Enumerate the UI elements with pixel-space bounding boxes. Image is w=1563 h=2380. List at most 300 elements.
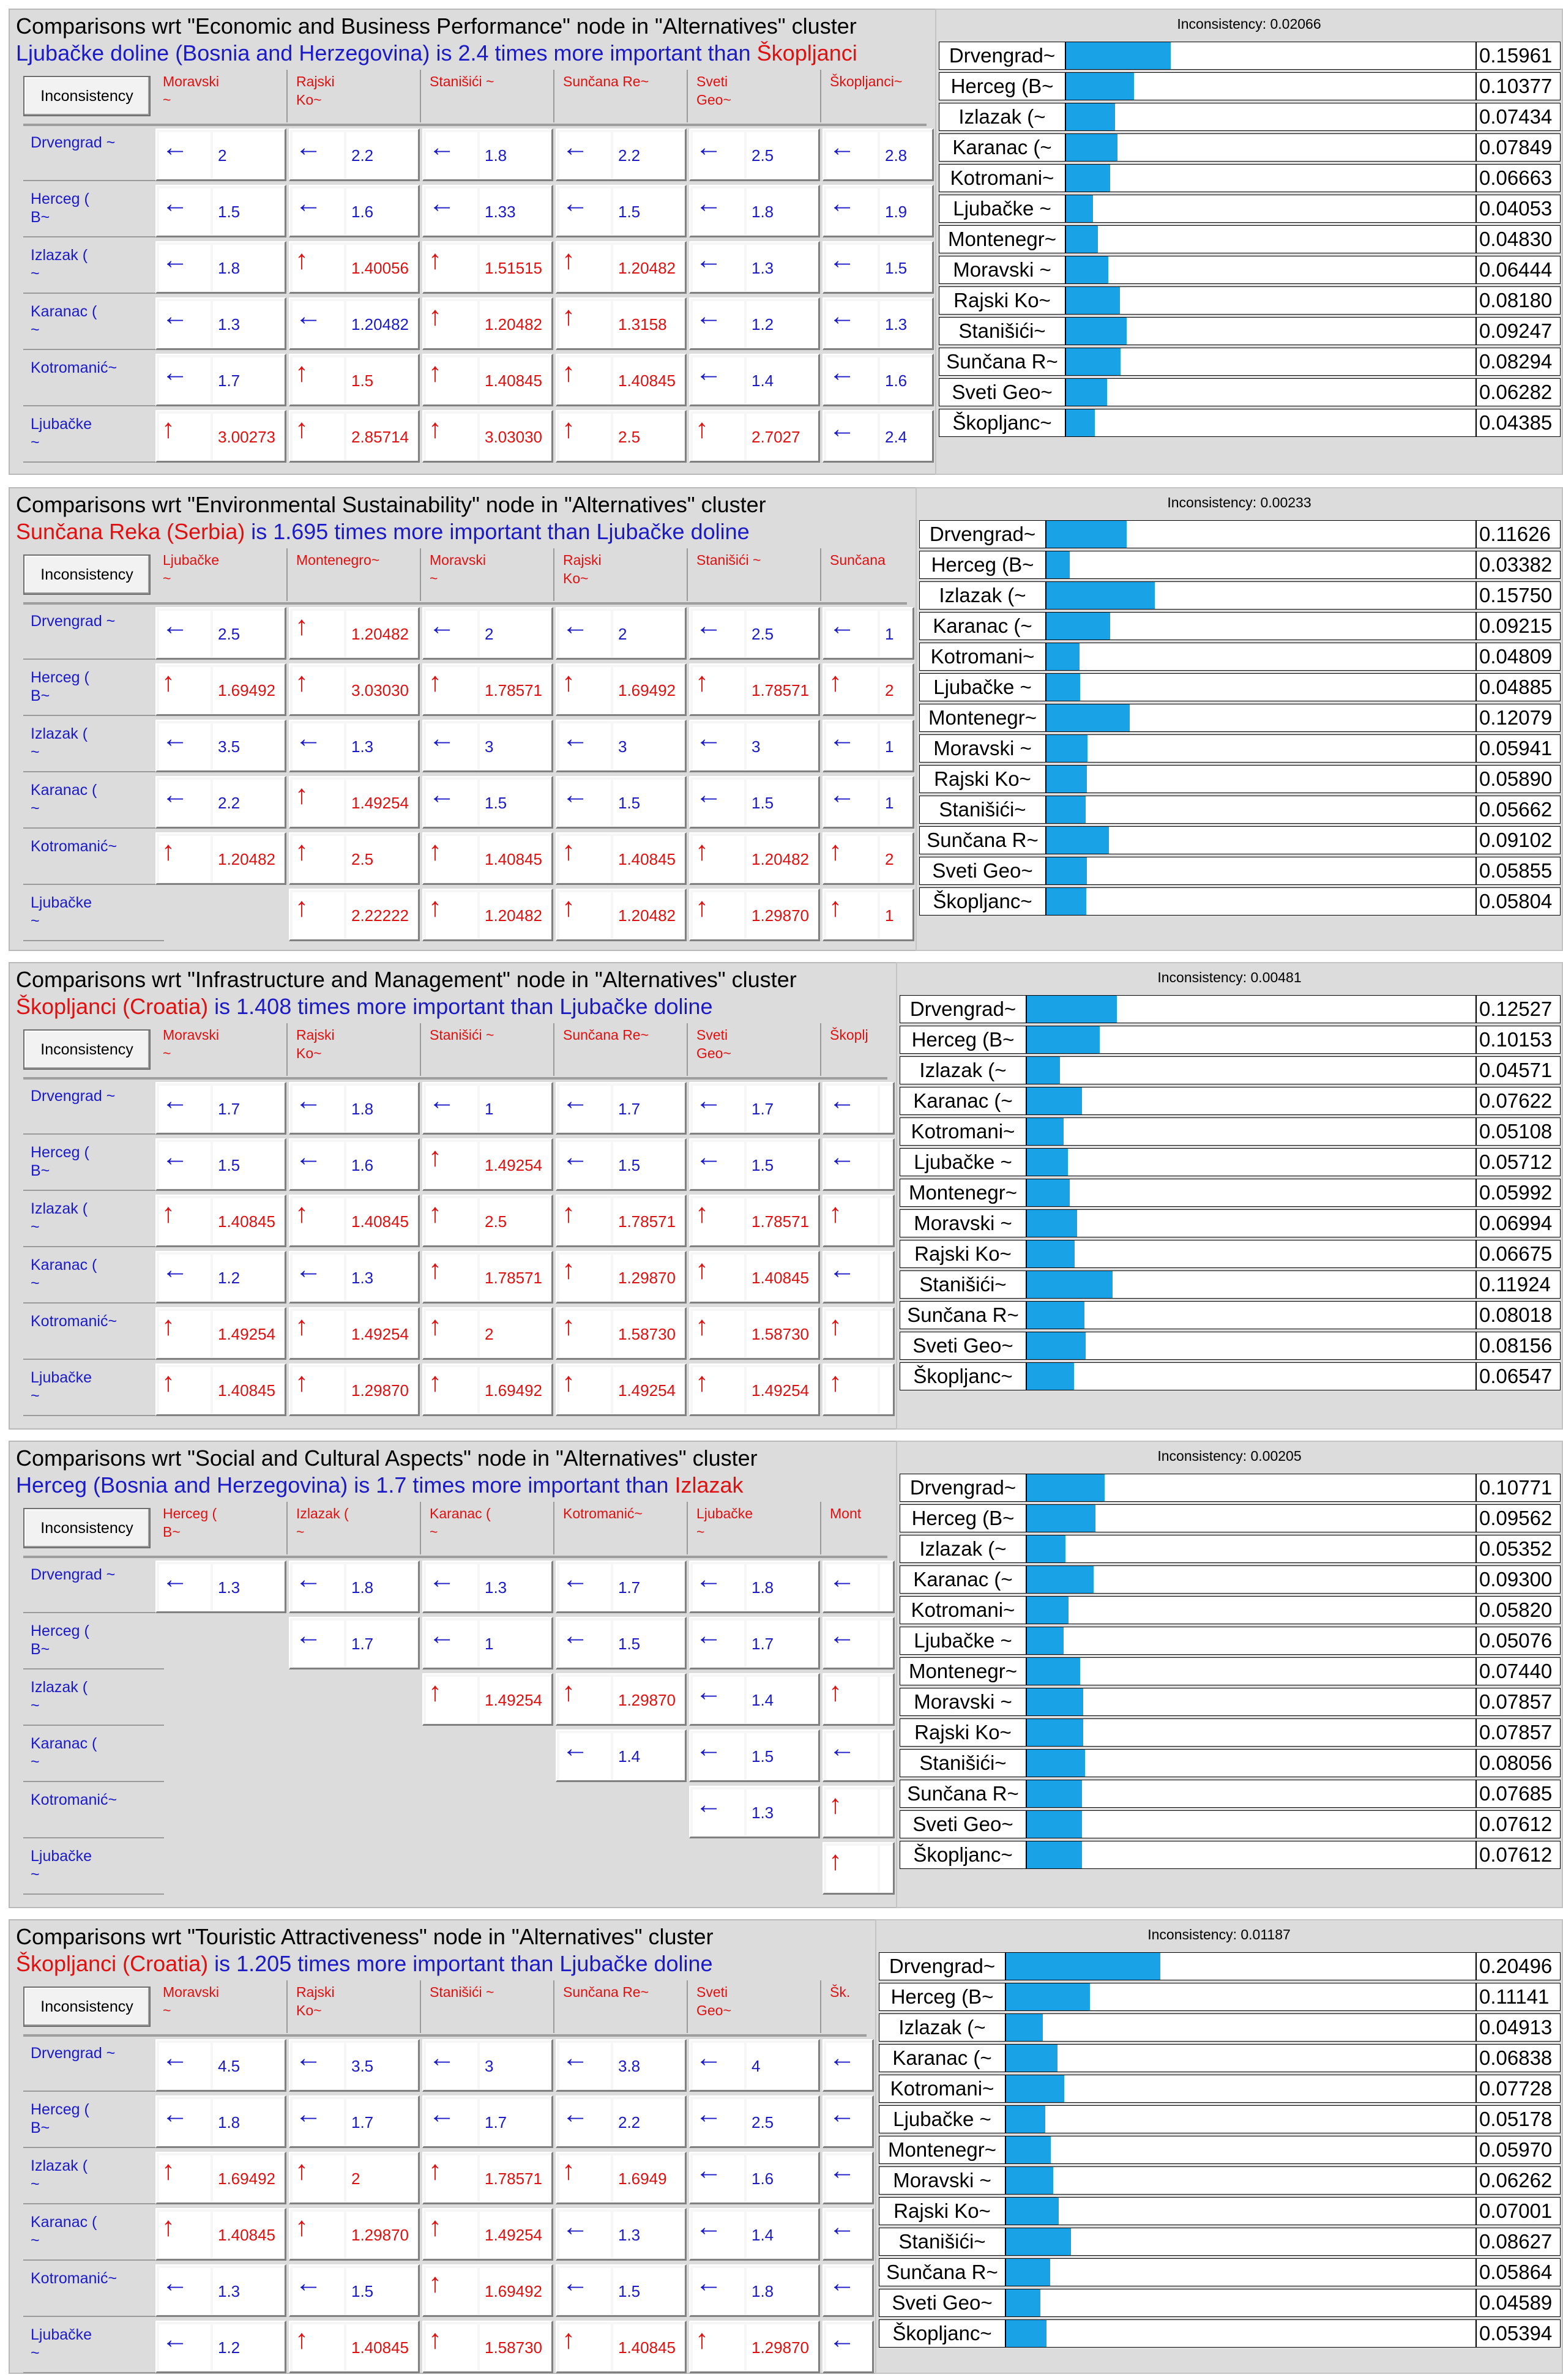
comparison-cell[interactable] <box>155 776 286 829</box>
comparison-value[interactable]: 1.29870 <box>613 1255 684 1301</box>
arrow-left-icon[interactable]: ← <box>159 611 211 657</box>
row-header[interactable]: Kotromanić~ <box>23 2264 164 2317</box>
comparison-cell[interactable] <box>289 354 420 406</box>
comparison-value[interactable]: 1.40845 <box>346 2324 417 2371</box>
row-header[interactable]: Ljubačke ~ <box>23 1842 164 1895</box>
comparison-value[interactable]: 1 <box>480 1621 551 1667</box>
comparison-cell[interactable] <box>689 1251 820 1304</box>
comparison-value[interactable]: 3 <box>480 2043 551 2089</box>
row-header[interactable]: Izlazak ( ~ <box>23 2152 164 2204</box>
comparison-value[interactable]: 1.29870 <box>346 1367 417 1414</box>
comparison-value[interactable]: 1.6 <box>346 188 417 235</box>
arrow-up-icon[interactable]: ↑ <box>426 1311 477 1357</box>
arrow-left-icon[interactable]: ← <box>826 2155 874 2202</box>
inconsistency-button[interactable]: Inconsistency <box>23 76 151 116</box>
column-header[interactable]: Montenegro~ <box>289 548 421 601</box>
column-header[interactable]: Sveti Geo~ <box>689 70 821 122</box>
row-header[interactable]: Karanac ( ~ <box>23 776 164 829</box>
column-header[interactable]: Moravski ~ <box>155 1023 288 1076</box>
comparison-value[interactable] <box>880 1789 895 1836</box>
comparison-cell[interactable] <box>155 2095 286 2148</box>
inconsistency-button[interactable]: Inconsistency <box>23 1029 151 1070</box>
arrow-up-icon[interactable]: ↑ <box>826 1677 878 1723</box>
comparison-cell[interactable] <box>689 776 820 829</box>
comparison-cell[interactable] <box>422 2264 553 2317</box>
comparison-value[interactable]: 1.5 <box>613 188 684 235</box>
arrow-left-icon[interactable]: ← <box>426 2043 477 2089</box>
comparison-cell[interactable] <box>689 607 820 660</box>
arrow-left-icon[interactable]: ← <box>159 357 211 404</box>
arrow-left-icon[interactable]: ← <box>826 301 878 348</box>
comparison-value[interactable]: 2.5 <box>613 414 684 460</box>
comparison-value[interactable]: 1.58730 <box>480 2324 551 2371</box>
arrow-up-icon[interactable]: ↑ <box>293 245 344 291</box>
arrow-left-icon[interactable]: ← <box>826 1142 878 1188</box>
arrow-left-icon[interactable]: ← <box>559 723 611 770</box>
comparison-cell[interactable] <box>422 2152 553 2204</box>
comparison-cell[interactable] <box>289 1195 420 1247</box>
comparison-value[interactable]: 1.40845 <box>346 1198 417 1245</box>
arrow-left-icon[interactable]: ← <box>693 780 744 826</box>
comparison-value[interactable]: 1.8 <box>213 245 284 291</box>
comparison-cell[interactable] <box>823 1842 895 1895</box>
arrow-left-icon[interactable]: ← <box>693 245 744 291</box>
comparison-value[interactable]: 1.7 <box>747 1621 818 1667</box>
comparison-value[interactable] <box>880 1142 895 1188</box>
column-header[interactable]: Herceg ( B~ <box>155 1502 288 1554</box>
comparison-cell[interactable] <box>155 2208 286 2261</box>
comparison-value[interactable]: 2.5 <box>480 1198 551 1245</box>
row-header[interactable]: Izlazak ( ~ <box>23 1195 164 1247</box>
comparison-value[interactable] <box>880 1621 895 1667</box>
comparison-cell[interactable] <box>556 1673 687 1726</box>
comparison-value[interactable]: 1.49254 <box>480 1142 551 1188</box>
arrow-up-icon[interactable]: ↑ <box>559 414 611 460</box>
arrow-left-icon[interactable]: ← <box>293 2099 344 2146</box>
comparison-value[interactable]: 1.5 <box>480 780 551 826</box>
row-header[interactable]: Drvengrad ~ <box>23 2039 164 2092</box>
comparison-value[interactable]: 1.40845 <box>213 1198 284 1245</box>
comparison-value[interactable]: 1.78571 <box>480 2155 551 2202</box>
comparison-value[interactable]: 1.20482 <box>613 892 684 939</box>
comparison-value[interactable] <box>880 1311 895 1357</box>
comparison-value[interactable]: 4.5 <box>213 2043 284 2089</box>
comparison-value[interactable]: 1.78571 <box>747 1198 818 1245</box>
comparison-cell[interactable] <box>422 720 553 772</box>
comparison-cell[interactable] <box>556 1195 687 1247</box>
arrow-up-icon[interactable]: ↑ <box>293 2324 344 2371</box>
arrow-left-icon[interactable]: ← <box>826 414 878 460</box>
arrow-up-icon[interactable]: ↑ <box>159 1311 211 1357</box>
comparison-value[interactable]: 2.5 <box>346 836 417 882</box>
arrow-up-icon[interactable]: ↑ <box>426 2212 477 2258</box>
arrow-left-icon[interactable]: ← <box>293 301 344 348</box>
arrow-up-icon[interactable]: ↑ <box>293 667 344 714</box>
arrow-left-icon[interactable]: ← <box>159 2324 211 2371</box>
arrow-left-icon[interactable]: ← <box>826 2212 874 2258</box>
arrow-left-icon[interactable]: ← <box>559 780 611 826</box>
arrow-up-icon[interactable]: ↑ <box>293 2212 344 2258</box>
comparison-cell[interactable] <box>289 1138 420 1191</box>
comparison-cell[interactable] <box>155 1195 286 1247</box>
comparison-value[interactable]: 2.5 <box>213 611 284 657</box>
comparison-cell[interactable] <box>422 2321 553 2373</box>
comparison-cell[interactable] <box>689 2208 820 2261</box>
arrow-up-icon[interactable]: ↑ <box>559 357 611 404</box>
comparison-cell[interactable] <box>823 1673 895 1726</box>
comparison-value[interactable]: 2.7027 <box>747 414 818 460</box>
row-header[interactable]: Ljubačke ~ <box>23 1363 164 1416</box>
comparison-cell[interactable] <box>823 2039 874 2092</box>
comparison-cell[interactable] <box>556 1251 687 1304</box>
comparison-value[interactable]: 3 <box>613 723 684 770</box>
column-header[interactable]: Sveti Geo~ <box>689 1980 821 2033</box>
arrow-left-icon[interactable]: ← <box>159 1086 211 1132</box>
arrow-left-icon[interactable]: ← <box>826 1733 878 1780</box>
arrow-up-icon[interactable]: ↑ <box>293 1198 344 1245</box>
comparison-cell[interactable] <box>689 2321 820 2373</box>
comparison-value[interactable]: 1.7 <box>747 1086 818 1132</box>
comparison-cell[interactable] <box>689 1082 820 1135</box>
comparison-value[interactable]: 1.58730 <box>747 1311 818 1357</box>
comparison-value[interactable]: 1.40845 <box>213 1367 284 1414</box>
arrow-up-icon[interactable]: ↑ <box>159 836 211 882</box>
comparison-value[interactable]: 2.5 <box>747 611 818 657</box>
comparison-cell[interactable] <box>823 129 934 181</box>
comparison-cell[interactable] <box>422 889 553 941</box>
arrow-left-icon[interactable]: ← <box>826 245 878 291</box>
arrow-up-icon[interactable]: ↑ <box>559 892 611 939</box>
comparison-value[interactable]: 1.3 <box>213 2268 284 2315</box>
comparison-cell[interactable] <box>556 1729 687 1782</box>
comparison-cell[interactable] <box>422 1307 553 1360</box>
comparison-value[interactable]: 1.69492 <box>480 1367 551 1414</box>
row-header[interactable]: Ljubačke ~ <box>23 410 164 463</box>
comparison-cell[interactable] <box>823 2208 874 2261</box>
column-header[interactable]: Sveti Geo~ <box>689 1023 821 1076</box>
arrow-up-icon[interactable]: ↑ <box>559 667 611 714</box>
arrow-left-icon[interactable]: ← <box>426 188 477 235</box>
comparison-cell[interactable] <box>823 1786 895 1838</box>
column-header[interactable]: Sunčana <box>823 548 955 601</box>
comparison-cell[interactable] <box>823 663 914 716</box>
comparison-value[interactable]: 1.49254 <box>480 2212 551 2258</box>
arrow-left-icon[interactable]: ← <box>693 2268 744 2315</box>
column-header[interactable]: Ljubačke ~ <box>689 1502 821 1554</box>
comparison-value[interactable]: 1.40845 <box>613 357 684 404</box>
comparison-value[interactable]: 2 <box>880 836 914 882</box>
row-header[interactable]: Herceg ( B~ <box>23 1138 164 1191</box>
comparison-value[interactable]: 1.3 <box>213 1564 284 1611</box>
arrow-left-icon[interactable]: ← <box>559 1142 611 1188</box>
comparison-cell[interactable] <box>823 1363 895 1416</box>
comparison-value[interactable]: 1.29870 <box>613 1677 684 1723</box>
comparison-cell[interactable] <box>155 241 286 294</box>
arrow-left-icon[interactable]: ← <box>826 611 878 657</box>
column-header[interactable]: Ljubačke ~ <box>155 548 288 601</box>
comparison-value[interactable]: 1.49254 <box>747 1367 818 1414</box>
column-header[interactable]: Rajski Ko~ <box>289 1980 421 2033</box>
arrow-up-icon[interactable]: ↑ <box>826 1198 878 1245</box>
arrow-left-icon[interactable]: ← <box>693 1677 744 1723</box>
comparison-cell[interactable] <box>823 354 934 406</box>
column-header[interactable]: Moravski ~ <box>422 548 554 601</box>
row-header[interactable]: Herceg ( B~ <box>23 185 164 237</box>
comparison-cell[interactable] <box>823 2152 874 2204</box>
arrow-left-icon[interactable]: ← <box>826 188 878 235</box>
arrow-up-icon[interactable]: ↑ <box>826 1789 878 1836</box>
comparison-value[interactable]: 1.4 <box>747 357 818 404</box>
comparison-value[interactable]: 1.20482 <box>480 301 551 348</box>
arrow-up-icon[interactable]: ↑ <box>293 892 344 939</box>
comparison-value[interactable] <box>880 1677 895 1723</box>
comparison-cell[interactable] <box>823 241 934 294</box>
arrow-up-icon[interactable]: ↑ <box>426 1367 477 1414</box>
comparison-value[interactable]: 1.3 <box>346 723 417 770</box>
inconsistency-button[interactable]: Inconsistency <box>23 1508 151 1548</box>
comparison-cell[interactable] <box>689 832 820 885</box>
arrow-up-icon[interactable]: ↑ <box>426 2324 477 2371</box>
comparison-value[interactable]: 1.49254 <box>480 1677 551 1723</box>
arrow-up-icon[interactable]: ↑ <box>426 1198 477 1245</box>
comparison-cell[interactable] <box>289 129 420 181</box>
comparison-cell[interactable] <box>289 297 420 350</box>
comparison-cell[interactable] <box>823 832 914 885</box>
arrow-left-icon[interactable]: ← <box>693 1789 744 1836</box>
row-header[interactable]: Herceg ( B~ <box>23 663 164 716</box>
comparison-cell[interactable] <box>422 1617 553 1669</box>
arrow-up-icon[interactable]: ↑ <box>426 667 477 714</box>
comparison-value[interactable]: 1.4 <box>747 1677 818 1723</box>
arrow-left-icon[interactable]: ← <box>293 132 344 179</box>
comparison-cell[interactable] <box>556 663 687 716</box>
comparison-cell[interactable] <box>155 2039 286 2092</box>
row-header[interactable]: Karanac ( ~ <box>23 2208 164 2261</box>
comparison-cell[interactable] <box>155 2152 286 2204</box>
comparison-cell[interactable] <box>289 1082 420 1135</box>
comparison-value[interactable]: 2 <box>613 611 684 657</box>
comparison-cell[interactable] <box>556 720 687 772</box>
comparison-value[interactable]: 1.3158 <box>613 301 684 348</box>
comparison-value[interactable]: 1.2 <box>747 301 818 348</box>
comparison-cell[interactable] <box>422 185 553 237</box>
column-header[interactable]: Izlazak ( ~ <box>289 1502 421 1554</box>
comparison-value[interactable]: 1.49254 <box>346 780 417 826</box>
comparison-cell[interactable] <box>289 776 420 829</box>
arrow-up-icon[interactable]: ↑ <box>293 414 344 460</box>
column-header[interactable]: Moravski ~ <box>155 70 288 122</box>
arrow-left-icon[interactable]: ← <box>559 1086 611 1132</box>
comparison-cell[interactable] <box>289 889 420 941</box>
comparison-value[interactable]: 1.78571 <box>480 1255 551 1301</box>
row-header[interactable]: Izlazak ( ~ <box>23 1673 164 1726</box>
arrow-up-icon[interactable]: ↑ <box>426 414 477 460</box>
arrow-up-icon[interactable]: ↑ <box>826 1846 878 1892</box>
comparison-cell[interactable] <box>155 185 286 237</box>
arrow-left-icon[interactable]: ← <box>159 2099 211 2146</box>
arrow-left-icon[interactable]: ← <box>559 611 611 657</box>
inconsistency-button[interactable]: Inconsistency <box>23 554 151 595</box>
comparison-value[interactable]: 1.5 <box>346 357 417 404</box>
comparison-value[interactable]: 1.20482 <box>213 836 284 882</box>
arrow-up-icon[interactable]: ↑ <box>426 2155 477 2202</box>
arrow-left-icon[interactable]: ← <box>826 2099 874 2146</box>
comparison-value[interactable]: 1.4 <box>747 2212 818 2258</box>
comparison-value[interactable]: 3.03030 <box>346 667 417 714</box>
arrow-left-icon[interactable]: ← <box>159 301 211 348</box>
comparison-value[interactable]: 2.8 <box>880 132 934 179</box>
comparison-value[interactable]: 2.4 <box>880 414 934 460</box>
arrow-up-icon[interactable]: ↑ <box>293 611 344 657</box>
comparison-cell[interactable] <box>689 1363 820 1416</box>
comparison-cell[interactable] <box>689 241 820 294</box>
arrow-left-icon[interactable]: ← <box>826 132 878 179</box>
comparison-cell[interactable] <box>289 2095 420 2148</box>
comparison-value[interactable]: 1.20482 <box>346 301 417 348</box>
comparison-cell[interactable] <box>556 607 687 660</box>
comparison-cell[interactable] <box>556 1082 687 1135</box>
comparison-value[interactable]: 1.69492 <box>213 2155 284 2202</box>
comparison-cell[interactable] <box>823 720 914 772</box>
comparison-value[interactable]: 3 <box>480 723 551 770</box>
arrow-left-icon[interactable]: ← <box>826 1564 878 1611</box>
arrow-up-icon[interactable]: ↑ <box>293 2155 344 2202</box>
comparison-value[interactable]: 3.8 <box>613 2043 684 2089</box>
comparison-value[interactable] <box>880 1255 895 1301</box>
comparison-value[interactable]: 1.49254 <box>346 1311 417 1357</box>
arrow-left-icon[interactable]: ← <box>559 1564 611 1611</box>
comparison-cell[interactable] <box>155 2321 286 2373</box>
comparison-value[interactable]: 1.40845 <box>613 2324 684 2371</box>
comparison-cell[interactable] <box>556 297 687 350</box>
comparison-cell[interactable] <box>823 297 934 350</box>
arrow-up-icon[interactable]: ↑ <box>293 1311 344 1357</box>
comparison-cell[interactable] <box>689 354 820 406</box>
comparison-cell[interactable] <box>823 1138 895 1191</box>
comparison-cell[interactable] <box>556 1561 687 1613</box>
comparison-cell[interactable] <box>289 1307 420 1360</box>
comparison-cell[interactable] <box>422 1138 553 1191</box>
row-header[interactable]: Izlazak ( ~ <box>23 720 164 772</box>
comparison-cell[interactable] <box>689 129 820 181</box>
comparison-cell[interactable] <box>422 832 553 885</box>
comparison-cell[interactable] <box>556 2321 687 2373</box>
column-header[interactable]: Rajski Ko~ <box>289 1023 421 1076</box>
comparison-value[interactable]: 1.7 <box>613 1086 684 1132</box>
column-header[interactable]: Rajski Ko~ <box>289 70 421 122</box>
comparison-cell[interactable] <box>823 1195 895 1247</box>
comparison-value[interactable]: 2.22222 <box>346 892 417 939</box>
arrow-up-icon[interactable]: ↑ <box>559 1255 611 1301</box>
comparison-cell[interactable] <box>689 663 820 716</box>
comparison-value[interactable] <box>880 1564 895 1611</box>
arrow-up-icon[interactable]: ↑ <box>559 1367 611 1414</box>
comparison-value[interactable]: 3.03030 <box>480 414 551 460</box>
comparison-value[interactable]: 1.3 <box>346 1255 417 1301</box>
arrow-left-icon[interactable]: ← <box>293 2268 344 2315</box>
arrow-left-icon[interactable]: ← <box>293 1142 344 1188</box>
comparison-cell[interactable] <box>422 1363 553 1416</box>
comparison-value[interactable]: 1.49254 <box>613 1367 684 1414</box>
arrow-up-icon[interactable]: ↑ <box>159 2212 211 2258</box>
comparison-cell[interactable] <box>689 889 820 941</box>
arrow-left-icon[interactable]: ← <box>159 1564 211 1611</box>
row-header[interactable]: Herceg ( B~ <box>23 1617 164 1669</box>
comparison-cell[interactable] <box>422 129 553 181</box>
comparison-cell[interactable] <box>422 354 553 406</box>
comparison-value[interactable]: 1.6 <box>346 1142 417 1188</box>
comparison-value[interactable]: 1.40845 <box>480 357 551 404</box>
arrow-up-icon[interactable]: ↑ <box>693 836 744 882</box>
comparison-value[interactable]: 2.5 <box>747 2099 818 2146</box>
comparison-cell[interactable] <box>155 354 286 406</box>
comparison-value[interactable]: 1.78571 <box>613 1198 684 1245</box>
arrow-left-icon[interactable]: ← <box>426 723 477 770</box>
comparison-value[interactable]: 1.78571 <box>480 667 551 714</box>
comparison-cell[interactable] <box>422 607 553 660</box>
comparison-value[interactable]: 1.3 <box>880 301 934 348</box>
arrow-left-icon[interactable]: ← <box>693 1733 744 1780</box>
comparison-cell[interactable] <box>689 2039 820 2092</box>
arrow-up-icon[interactable]: ↑ <box>293 357 344 404</box>
comparison-cell[interactable] <box>689 2095 820 2148</box>
comparison-cell[interactable] <box>422 1561 553 1613</box>
column-header[interactable]: Kotromanić~ <box>556 1502 688 1554</box>
comparison-cell[interactable] <box>289 2208 420 2261</box>
arrow-left-icon[interactable]: ← <box>693 357 744 404</box>
arrow-left-icon[interactable]: ← <box>559 2043 611 2089</box>
comparison-cell[interactable] <box>689 1561 820 1613</box>
arrow-left-icon[interactable]: ← <box>559 2099 611 2146</box>
comparison-cell[interactable] <box>422 410 553 463</box>
comparison-cell[interactable] <box>689 1617 820 1669</box>
row-header[interactable]: Karanac ( ~ <box>23 1251 164 1304</box>
comparison-cell[interactable] <box>556 2095 687 2148</box>
comparison-cell[interactable] <box>422 2208 553 2261</box>
arrow-up-icon[interactable]: ↑ <box>426 245 477 291</box>
comparison-cell[interactable] <box>155 1561 286 1613</box>
comparison-value[interactable]: 1.20482 <box>613 245 684 291</box>
arrow-left-icon[interactable]: ← <box>826 2043 874 2089</box>
comparison-cell[interactable] <box>422 776 553 829</box>
arrow-up-icon[interactable]: ↑ <box>693 1311 744 1357</box>
comparison-value[interactable]: 1.8 <box>480 132 551 179</box>
arrow-left-icon[interactable]: ← <box>693 2099 744 2146</box>
comparison-cell[interactable] <box>823 889 914 941</box>
comparison-value[interactable]: 1.3 <box>480 1564 551 1611</box>
comparison-cell[interactable] <box>689 720 820 772</box>
column-header[interactable]: Karanac ( ~ <box>422 1502 554 1554</box>
arrow-left-icon[interactable]: ← <box>693 188 744 235</box>
comparison-cell[interactable] <box>689 1138 820 1191</box>
arrow-up-icon[interactable]: ↑ <box>693 2324 744 2371</box>
comparison-cell[interactable] <box>155 607 286 660</box>
comparison-cell[interactable] <box>155 1251 286 1304</box>
comparison-value[interactable]: 1.69492 <box>213 667 284 714</box>
comparison-value[interactable]: 1.33 <box>480 188 551 235</box>
comparison-cell[interactable] <box>823 1561 895 1613</box>
arrow-left-icon[interactable]: ← <box>426 611 477 657</box>
arrow-left-icon[interactable]: ← <box>426 132 477 179</box>
arrow-up-icon[interactable]: ↑ <box>826 892 878 939</box>
comparison-cell[interactable] <box>556 1307 687 1360</box>
comparison-cell[interactable] <box>155 1363 286 1416</box>
comparison-cell[interactable] <box>823 776 914 829</box>
row-header[interactable]: Drvengrad ~ <box>23 1561 164 1613</box>
column-header[interactable]: Sunčana Re~ <box>556 1980 688 2033</box>
arrow-left-icon[interactable]: ← <box>159 2268 211 2315</box>
comparison-cell[interactable] <box>556 354 687 406</box>
